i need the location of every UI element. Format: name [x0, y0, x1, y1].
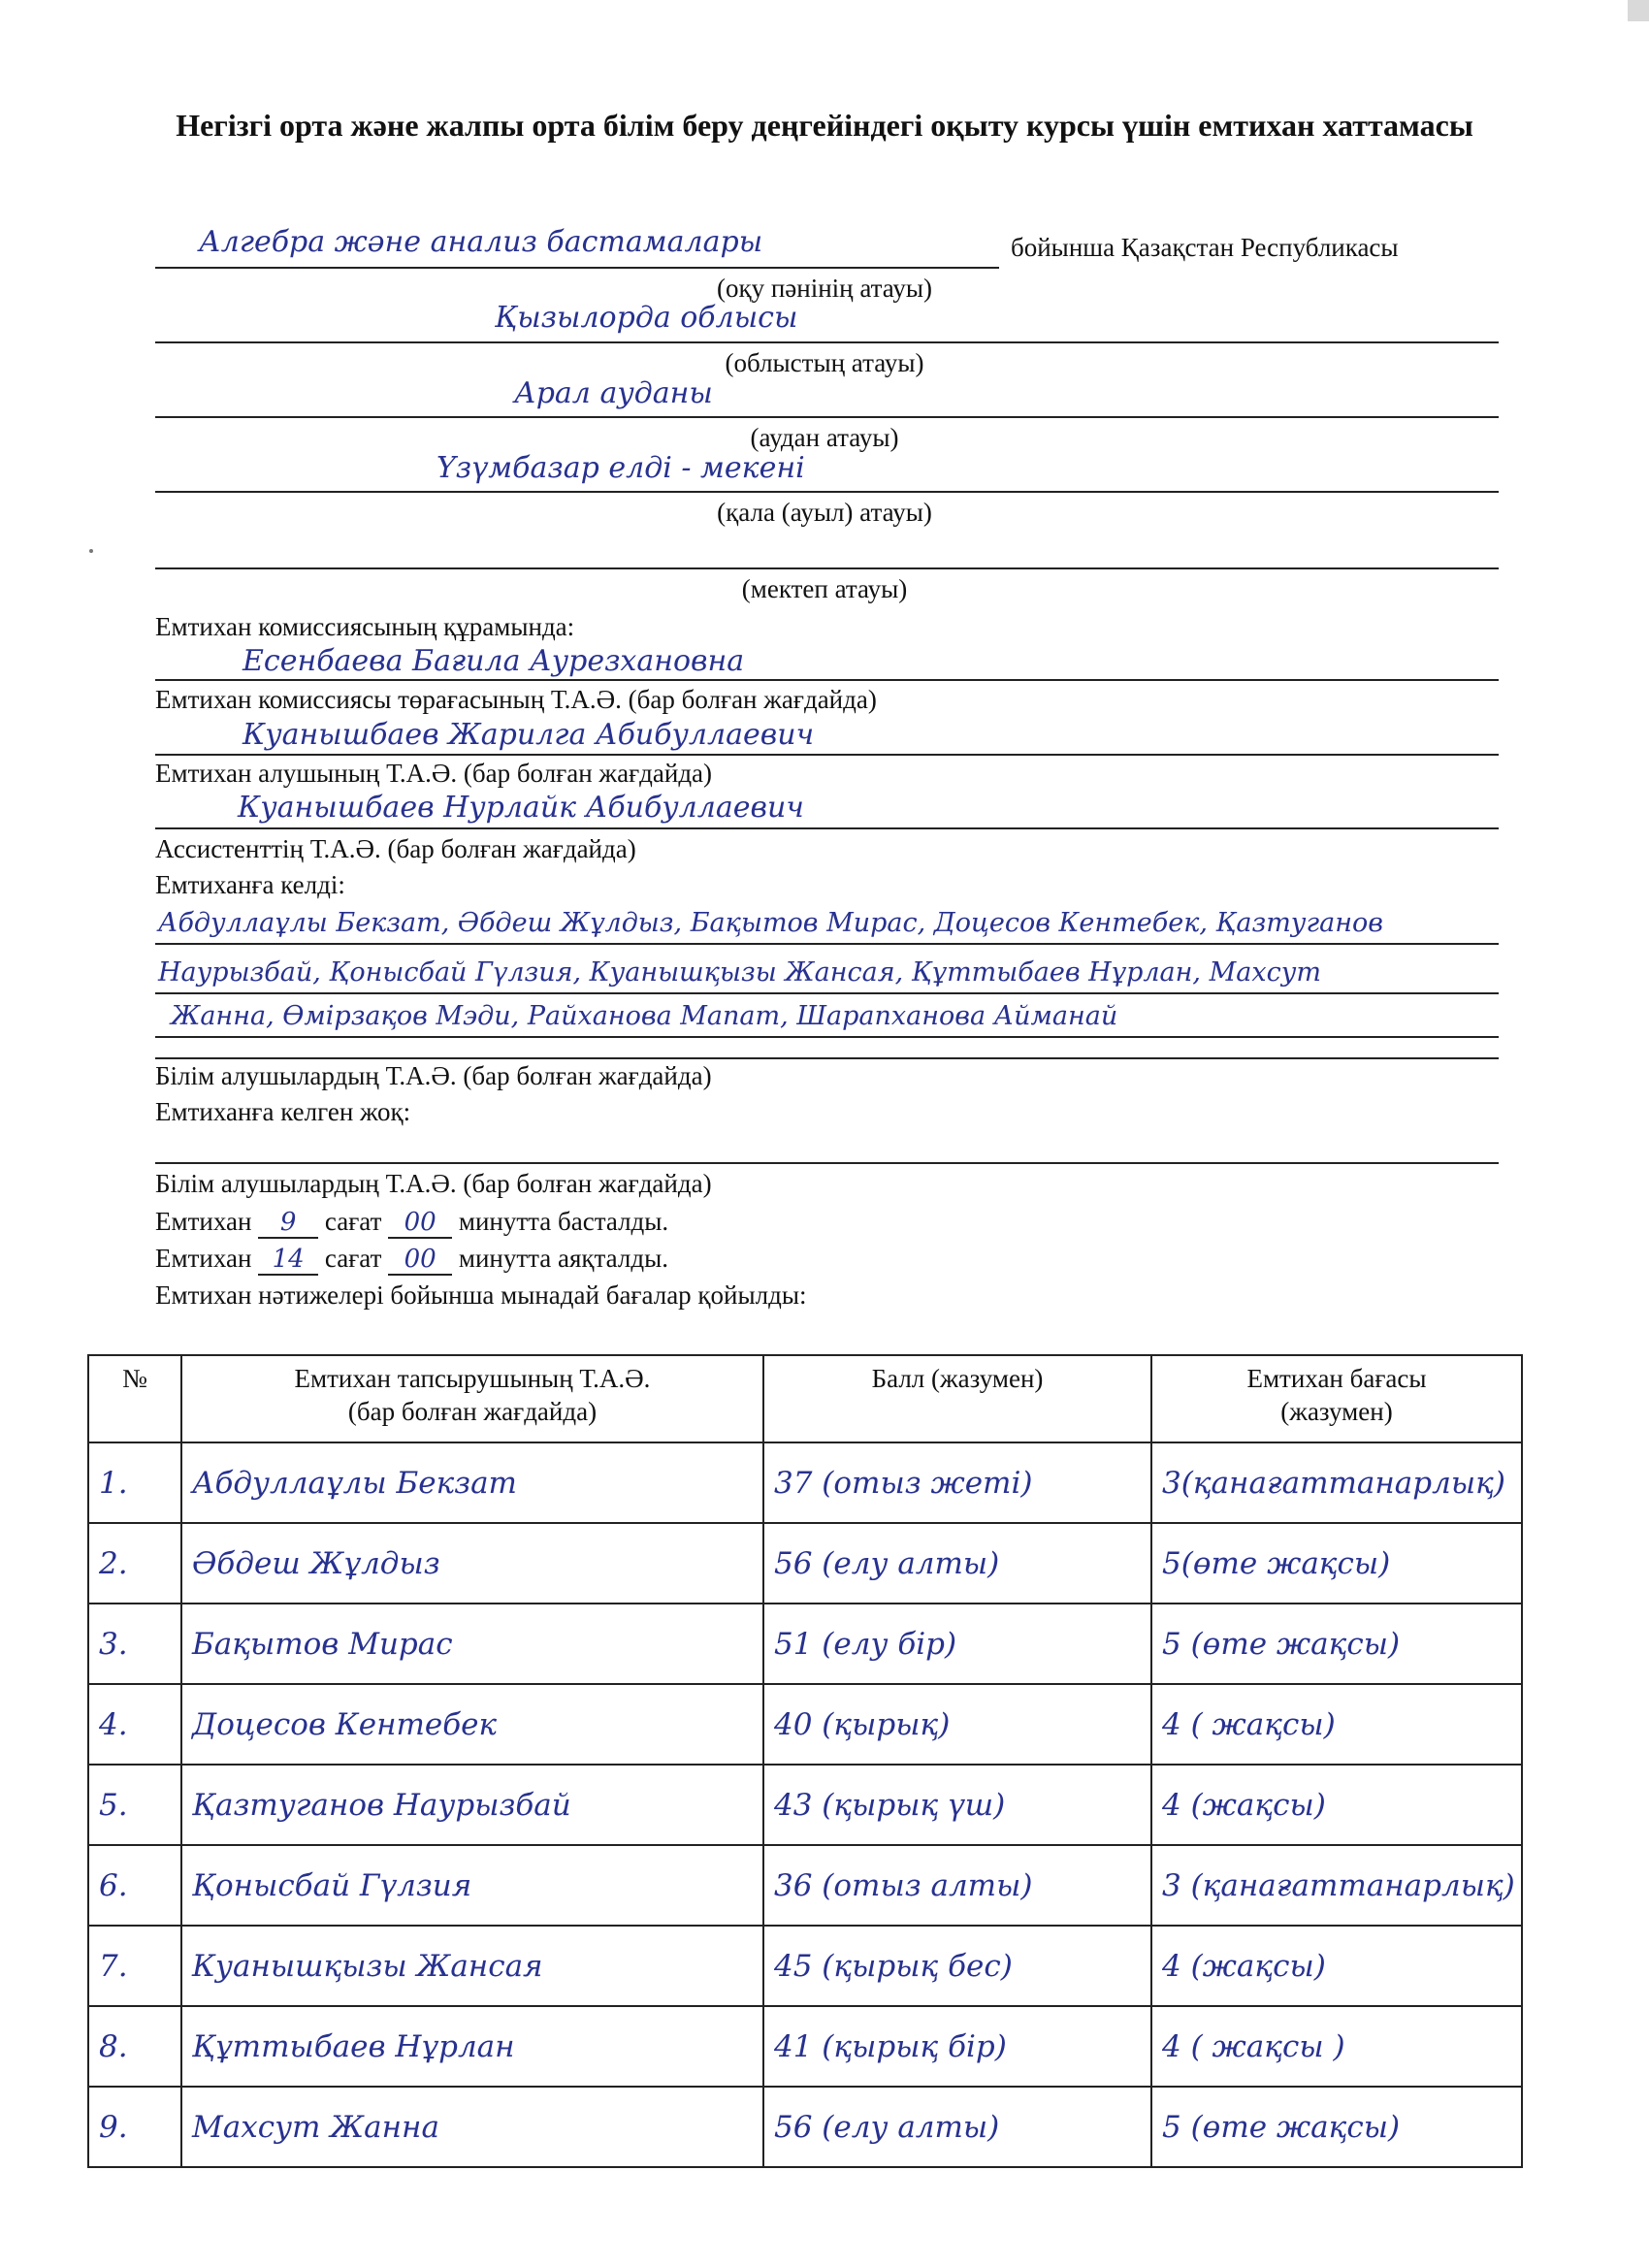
end-prefix: Емтихан: [155, 1244, 252, 1273]
cell-score[interactable]: [763, 1684, 1151, 1765]
cell-score-text: 36 (отыз алты): [774, 1867, 1033, 1903]
subject-caption: (оқу пәнінің атауы): [716, 274, 933, 303]
cell-name[interactable]: [181, 1926, 763, 2006]
cell-num-text: 3.: [99, 1626, 128, 1662]
cell-num[interactable]: [88, 1765, 181, 1845]
end-minute-field[interactable]: [388, 1244, 452, 1276]
cell-grade[interactable]: [1151, 1523, 1522, 1604]
district-value[interactable]: Арал ауданы: [514, 376, 713, 410]
examiner-underline: [155, 827, 1499, 829]
cell-name[interactable]: [181, 1845, 763, 1926]
header-score: Балл (жазумен): [763, 1355, 1151, 1442]
header-grade: [1151, 1355, 1522, 1442]
locality-underline: [155, 491, 1499, 493]
cell-name-text: Қазтуганов Наурызбай: [192, 1787, 571, 1823]
cell-grade[interactable]: [1151, 1684, 1522, 1765]
document-title: Негізгі орта және жалпы орта білім беру деңгейіндегі оқыту курсы үшін емтихан хаттамасы: [176, 108, 1473, 143]
chair-underline: [155, 754, 1499, 756]
cell-score-text: 41 (қырық бір): [774, 2028, 1007, 2064]
absent-label: Емтиханға келген жоқ:: [155, 1097, 411, 1126]
start-prefix: Емтихан: [155, 1207, 252, 1236]
cell-num[interactable]: [88, 1523, 181, 1604]
cell-score-text: 45 (қырық бес): [774, 1948, 1013, 1984]
subject-underline: [155, 267, 999, 269]
cell-name-text: Куанышқызы Жансая: [192, 1948, 543, 1984]
present-underline-3: [155, 1036, 1499, 1038]
cell-grade-text: 4 ( жақсы ): [1162, 2028, 1345, 2064]
region-caption: (облыстың атауы): [725, 348, 924, 377]
cell-grade[interactable]: [1151, 2006, 1522, 2087]
cell-num-text: 1.: [99, 1465, 128, 1501]
cell-name-text: Құттыбаев Нұрлан: [192, 2028, 515, 2064]
exam-start-line: [155, 1207, 668, 1239]
present-line-1[interactable]: Абдуллаұлы Бекзат, Әбдеш Жұлдыз, Бақытов Мирас, Доцесов Кентебек, Қазтуганов: [158, 908, 1383, 938]
chair-label: Емтихан комиссиясы төрағасының Т.А.Ә. (бар болған жағдайда): [155, 685, 877, 714]
cell-num-text: 8.: [99, 2028, 128, 2064]
table-row: [88, 1604, 1522, 1684]
start-minute: 00: [404, 1208, 436, 1237]
start-mid: сағат: [324, 1207, 382, 1236]
table-row: [88, 1845, 1522, 1926]
commission-label: Емтихан комиссиясының құрамында:: [155, 612, 575, 641]
cell-score-text: 56 (елу алты): [774, 2109, 1000, 2145]
cell-name[interactable]: [181, 1523, 763, 1604]
present-line-3[interactable]: Жанна, Өмірзақов Мэди, Райханова Маnат, Шарапханова Айманай: [171, 1001, 1118, 1031]
cell-name[interactable]: [181, 1765, 763, 1845]
cell-name-text: Доцесов Кентебек: [192, 1706, 498, 1742]
header-name-line2: (бар болған жағдайда): [347, 1397, 598, 1426]
absent-underline: [155, 1162, 1499, 1164]
start-hour: 9: [279, 1208, 297, 1237]
cell-score-text: 40 (қырық): [774, 1706, 951, 1742]
start-minute-field[interactable]: [388, 1207, 452, 1239]
results-table: [87, 1354, 1523, 2168]
cell-grade[interactable]: [1151, 1604, 1522, 1684]
header-grade-line1: Емтихан бағасы: [1246, 1364, 1427, 1393]
cell-score[interactable]: [763, 1765, 1151, 1845]
present-line-2[interactable]: Наурызбай, Қоныcбай Гүлзия, Куанышқызы Жансая, Құттыбаев Нұрлан, Махсут: [158, 957, 1321, 988]
cell-grade[interactable]: [1151, 1442, 1522, 1523]
present-label: Емтиханға келді:: [155, 870, 345, 899]
table-row: [88, 1926, 1522, 2006]
cell-num-text: 6.: [99, 1867, 128, 1903]
cell-name-text: Қоныcбай Гүлзия: [192, 1867, 472, 1903]
end-hour: 14: [272, 1245, 305, 1274]
start-suffix: минутта басталды.: [458, 1207, 669, 1236]
table-row: [88, 1442, 1522, 1523]
cell-num-text: 4.: [99, 1706, 128, 1742]
cell-score[interactable]: [763, 1845, 1151, 1926]
school-caption: (мектеп атауы): [741, 574, 908, 603]
chair-name[interactable]: Куанышбаев Жарилга Абибуллаевич: [242, 718, 815, 752]
cell-num[interactable]: [88, 1845, 181, 1926]
district-underline: [155, 416, 1499, 418]
cell-num[interactable]: [88, 2006, 181, 2087]
table-row: [88, 1684, 1522, 1765]
present-underline-2: [155, 992, 1499, 994]
end-minute: 00: [404, 1245, 436, 1274]
cell-num-text: 5.: [99, 1787, 128, 1823]
cell-score-text: 56 (елу алты): [774, 1545, 1000, 1581]
cell-name-text: Әбдеш Жұлдыз: [192, 1545, 440, 1581]
locality-caption: (қала (ауыл) атауы): [717, 498, 932, 527]
cell-score-text: 43 (қырық үш): [774, 1787, 1006, 1823]
header-grade-line2: (жазумен): [1280, 1397, 1393, 1426]
cell-score[interactable]: [763, 2087, 1151, 2167]
cell-num-text: 7.: [99, 1948, 128, 1984]
subject-after-text: бойынша Қазақстан Республикасы: [1011, 233, 1399, 262]
header-name: [181, 1355, 763, 1442]
cell-grade-text: 5(өте жақсы): [1162, 1545, 1391, 1581]
cell-name-text: Абдуллаұлы Бекзат: [192, 1465, 517, 1501]
cell-name-text: Махсут Жанна: [192, 2109, 439, 2145]
cell-grade-text: 5 (өте жақсы): [1162, 2109, 1401, 2145]
table-row: [88, 1523, 1522, 1604]
cell-score[interactable]: [763, 1604, 1151, 1684]
cell-name[interactable]: [181, 2006, 763, 2087]
cell-num-text: 2.: [99, 1545, 128, 1581]
cell-name[interactable]: [181, 2087, 763, 2167]
present-underline-4: [155, 1057, 1499, 1059]
cell-score-text: 51 (елу бір): [774, 1626, 957, 1662]
cell-num[interactable]: [88, 1442, 181, 1523]
table-row: [88, 2006, 1522, 2087]
scan-speck: [89, 549, 93, 553]
cell-grade-text: 5 (өте жақсы): [1162, 1626, 1401, 1662]
cell-score[interactable]: [763, 1523, 1151, 1604]
cell-grade[interactable]: [1151, 2087, 1522, 2167]
cell-name-text: Бақытов Мирас: [192, 1626, 453, 1662]
present-footer: Білім алушылардың Т.А.Ә. (бар болған жағдайда): [155, 1061, 712, 1090]
cell-grade-text: 3 (қанағаттанарлық): [1162, 1867, 1515, 1903]
grades-label: Емтихан нәтижелері бойынша мынадай бағалар қойылды:: [155, 1280, 807, 1310]
exam-end-line: [155, 1244, 668, 1276]
table-row: [88, 2087, 1522, 2167]
subject-value[interactable]: Алгебра және анализ бастамалары: [199, 225, 763, 259]
cell-num[interactable]: [88, 1604, 181, 1684]
end-suffix: минутта аяқталды.: [458, 1244, 668, 1273]
cell-score[interactable]: [763, 1926, 1151, 2006]
scan-corner-mark: [1628, 0, 1649, 21]
region-underline: [155, 341, 1499, 343]
examiner-label: Емтихан алушының Т.А.Ә. (бар болған жағдайда): [155, 759, 713, 788]
cell-num[interactable]: [88, 1926, 181, 2006]
absent-footer: Білім алушылардың Т.А.Ә. (бар болған жағдайда): [155, 1169, 712, 1198]
cell-num-text: 9.: [99, 2109, 128, 2145]
header-name-line1: Емтихан тапсырушының Т.А.Ә.: [294, 1364, 651, 1393]
district-caption: (аудан атауы): [750, 423, 899, 452]
cell-grade-text: 4 (жақсы): [1162, 1787, 1326, 1823]
present-underline-1: [155, 943, 1499, 945]
cell-name[interactable]: [181, 1684, 763, 1765]
locality-value[interactable]: Үзүмбазар елді - мекені: [436, 451, 805, 485]
results-header-row: [88, 1355, 1522, 1442]
commission-member[interactable]: Есенбаева Бағила Аурезхановна: [242, 644, 745, 678]
end-hour-field[interactable]: [258, 1244, 318, 1276]
cell-grade[interactable]: [1151, 1926, 1522, 2006]
examiner-name[interactable]: Куанышбаев Нурлайк Абибуллаевич: [238, 791, 804, 825]
cell-grade[interactable]: [1151, 1765, 1522, 1845]
cell-score-text: 37 (отыз жеті): [774, 1465, 1033, 1501]
cell-score[interactable]: [763, 2006, 1151, 2087]
end-mid: сағат: [324, 1244, 382, 1273]
results-body: [88, 1442, 1522, 2167]
table-row: [88, 1765, 1522, 1845]
region-value[interactable]: Қызылорда облысы: [495, 301, 798, 335]
cell-grade-text: 3(қанағаттанарлық): [1162, 1465, 1505, 1501]
cell-num[interactable]: [88, 1684, 181, 1765]
header-num: №: [88, 1355, 181, 1442]
cell-score[interactable]: [763, 1442, 1151, 1523]
cell-grade-text: 4 ( жақсы): [1162, 1706, 1336, 1742]
assistant-label: Ассистенттің Т.А.Ә. (бар болған жағдайда): [155, 834, 636, 863]
commission-member-underline: [155, 679, 1499, 681]
cell-grade[interactable]: [1151, 1845, 1522, 1926]
start-hour-field[interactable]: [258, 1207, 318, 1239]
school-underline: [155, 567, 1499, 569]
cell-grade-text: 4 (жақсы): [1162, 1948, 1326, 1984]
cell-num[interactable]: [88, 2087, 181, 2167]
cell-name[interactable]: [181, 1442, 763, 1523]
cell-name[interactable]: [181, 1604, 763, 1684]
